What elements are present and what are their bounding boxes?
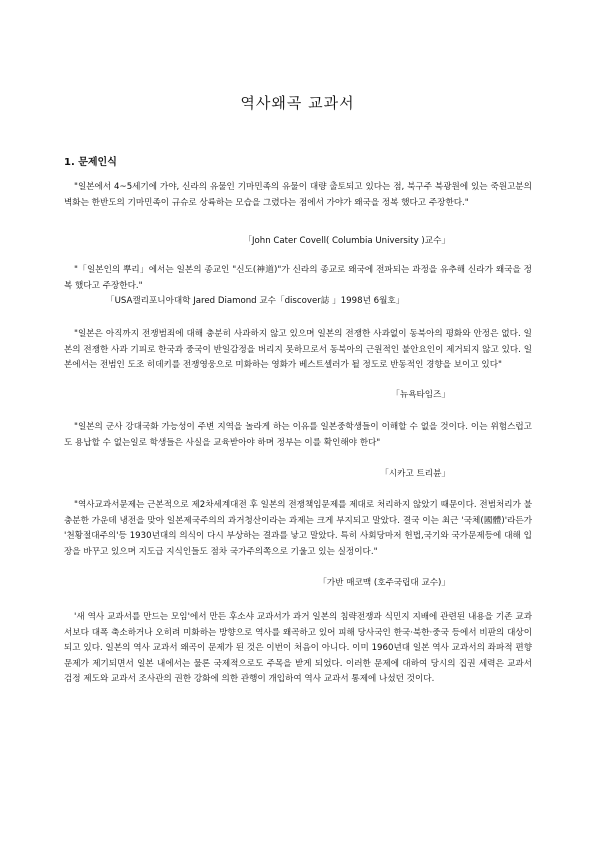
quote-paragraph-4: "일본의 군사 강대국화 가능성이 주변 지역을 놀라게 하는 이유를 일본중학생들이 이해할 수 없을 것이다. 이는 위험스럽고도 용납할 수 없는일로 학생들은 사실을 교육받아야 하며 정부는 이를 확인해야 한다": [64, 422, 532, 448]
quote-paragraph-3: "일본은 아직까지 전쟁범죄에 대해 충분히 사과하지 않고 있으며 일본의 전쟁한 사과없이 동북아의 평화와 안정은 없다. 일본의 전쟁한 사과 기피로 한국과 중국이 반일감정을 버리지 못하므로서 동북아의 근원적인 불안요인이 제거되지 않고 있다. 일본에서는 전범인 도조 히데키를 전쟁영웅으로 미화하는 영화가 베스트셀러가 될 정도로 반동적인 경향을 보이고 있다": [64, 329, 532, 371]
body-paragraph: '새 역사 교과서를 만드는 모임'에서 만든 후소샤 교과서가 과거 일본의 침략전쟁과 식민지 지배에 관련된 내용을 기존 교과서보다 대폭 축소하거나 오히려 미화하는 방향으로 역사를 왜곡하고 있어 피해 당사국인 한국·북한·중국 등에서 비판의 대상이 되고 있다. 일본의 역사 교과서 왜곡이 문제가 된 것은 이번이 처음이 아니다. 이미 1960년대 일본 역사 교과서의 좌파적 편향 문제가 제기되면서 일본 내에서는 물론 국제적으로도 주목을 받게 되었다. 이러한 문제에 대하여 당시의 집권 세력은 교과서 검정 제도와 교과서 조사관의 권한 강화에 의한 관행이 개입하여 역사 교과서 통제에 나섰던 것이다.: [64, 612, 532, 685]
quote-paragraph-5: "역사교과서문제는 근본적으로 제2차세계대전 후 일본의 전쟁책임문제를 제대로 처리하지 않았기 때문이다. 전범처리가 불충분한 가운데 냉전을 맞아 일본제국주의의 과거청산이라는 과제는 크게 부지되고 말았다. 결국 이는 최근 '국체(國體)'라든가 '천황절대주의'등 1930년대의 의식이 다시 부상하는 결과를 낳고 말았다. 특히 사회당마저 헌법,국기와 국가문제등에 대해 입장을 바꾸고 있으며 지도급 지식인들도 점차 국가주의쪽으로 기울고 있는 실정이다.": [64, 500, 532, 557]
quote-source-4: 「시카고 트리뷴」: [380, 469, 450, 479]
quote-paragraph-2: "「일본인의 뿌리」에서는 일본의 종교인 "신도(神道)"가 신라의 종교로 왜국에 전파되는 과정을 유추해 신라가 왜국을 정복 했다고 주장한다.": [64, 265, 532, 291]
quote-source-3: 「뉴욕타임즈」: [391, 390, 450, 400]
quote-source-5: 「가반 매코맥 (호주국립대 교수)」: [318, 578, 450, 588]
quote-source-1: 「John Cater Covell( Columbia University )교수」: [243, 236, 450, 246]
quote-paragraph-1: "일본에서 4~5세기에 가야, 신라의 유물인 기마민족의 유물이 대량 출토되고 있다는 점, 북구주 북광원에 있는 죽원고분의 벽화는 한반도의 기마민족이 규슈로 상륙하는 모습을 그렸다는 점에서 가야가 왜국을 정복 했다고 주장한다.": [64, 182, 532, 208]
page-title: 역사왜곡 교과서: [240, 94, 355, 112]
section-heading: 1. 문제인식: [64, 157, 117, 168]
quote-source-2: 「USA캘리포니아대학 Jared Diamond 교수「discover誌 」1998년 6월호」: [106, 296, 405, 306]
